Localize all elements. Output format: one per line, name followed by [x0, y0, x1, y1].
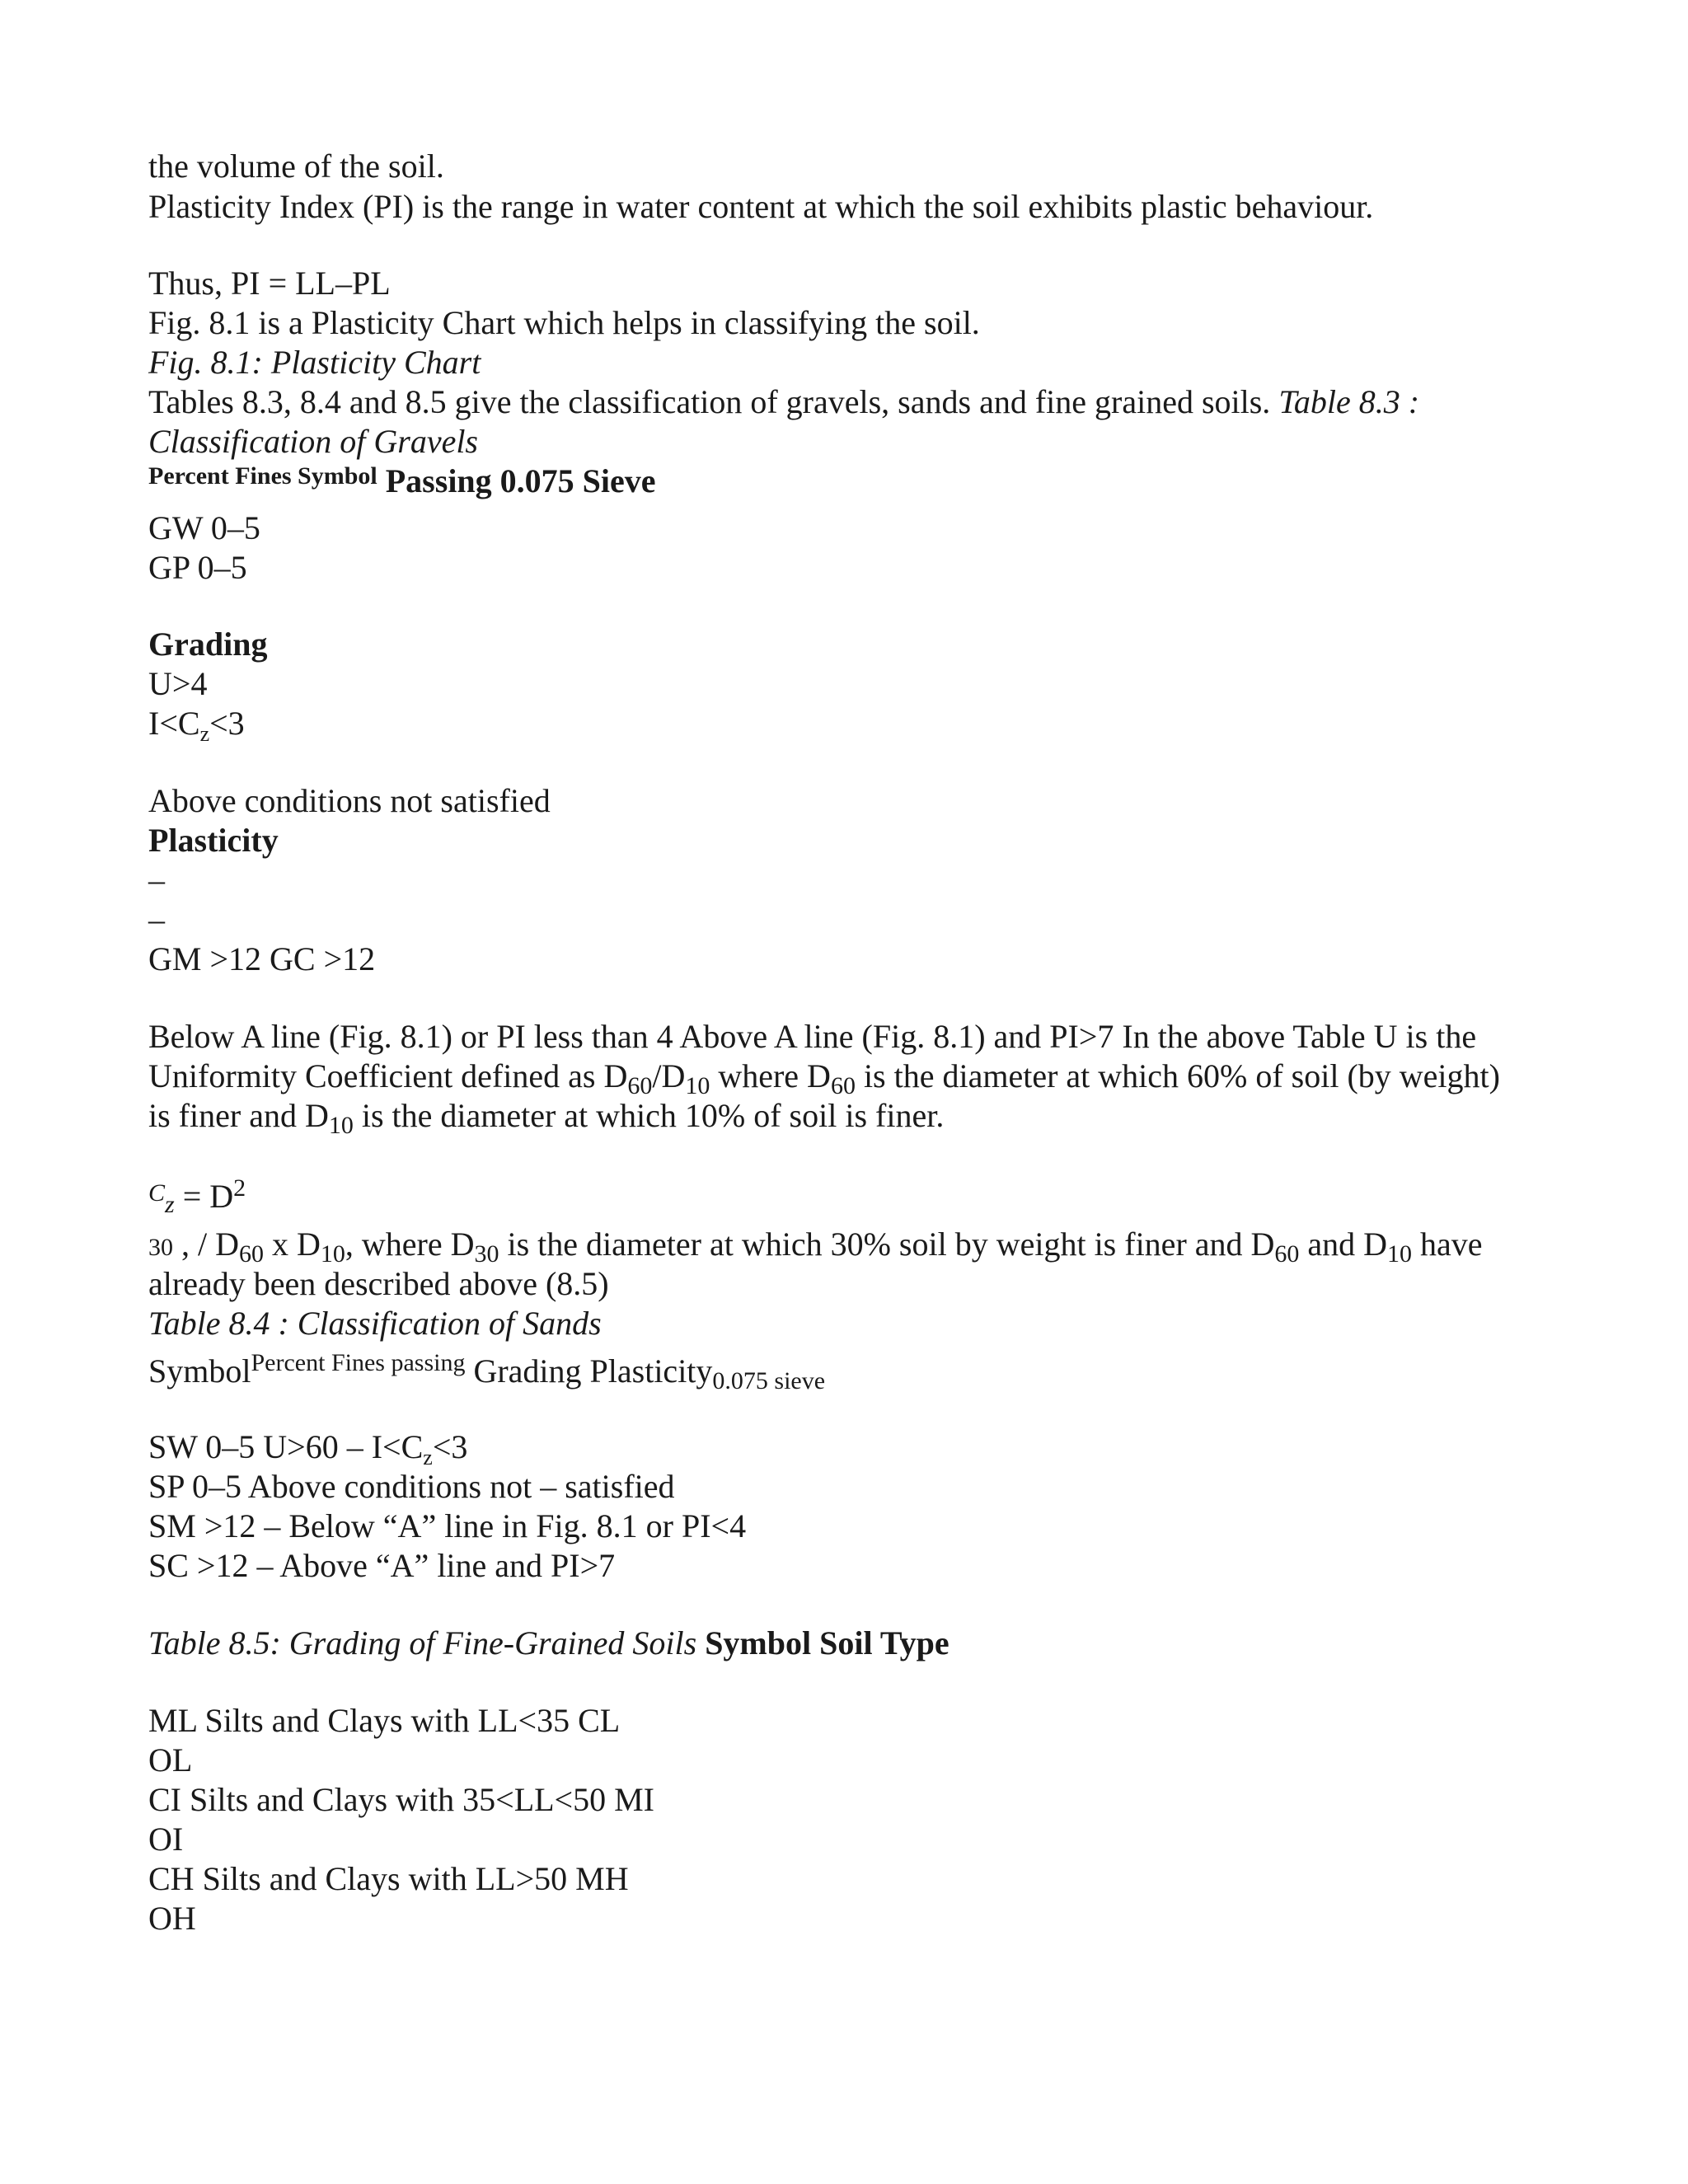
text: Classification of Gravels [148, 423, 478, 460]
text: SC >12 – Above “A” line and PI>7 [148, 1547, 616, 1584]
text: Plasticity [148, 822, 279, 859]
text: GM >12 GC >12 [148, 940, 376, 977]
text: Uniformity Coefficient defined as D [148, 1057, 628, 1094]
text: <3 [432, 1428, 468, 1465]
text: have [1412, 1226, 1483, 1263]
row-gp [148, 548, 247, 588]
subscript: 60 [1274, 1240, 1300, 1268]
subscript: 30 [148, 1234, 173, 1261]
paragraph-line-1 [148, 1017, 1476, 1057]
subscript: 60 [627, 1072, 653, 1099]
row-oh [148, 1899, 196, 1938]
row-sw [148, 1427, 467, 1471]
text: – [148, 901, 165, 938]
formula-pi [148, 264, 391, 303]
text-above-not [148, 781, 551, 821]
text: the volume of the soil. [148, 148, 444, 185]
text: /D [652, 1057, 686, 1094]
text: – [148, 861, 165, 898]
caption-text: Table 8.5: Grading of Fine-Grained Soils [148, 1624, 697, 1661]
text: = D [174, 1178, 234, 1215]
dash-2 [148, 900, 165, 940]
row-gw [148, 509, 260, 548]
subscript: 10 [685, 1072, 710, 1099]
text-line-volume [148, 147, 444, 186]
text: ML Silts and Clays with LL<35 CL [148, 1702, 621, 1739]
row-oi [148, 1820, 183, 1859]
table-caption-8-5 [148, 1624, 950, 1663]
figure-caption [148, 343, 481, 382]
superscript: 2 [233, 1174, 246, 1202]
heading-plasticity [148, 821, 279, 860]
text: where D [710, 1057, 831, 1094]
text: Above conditions not satisfied [148, 782, 551, 819]
row-ml [148, 1701, 620, 1741]
dash-1 [148, 860, 165, 900]
text: already been described above (8.5) [148, 1265, 609, 1302]
table-8-5-header: Symbol Soil Type [696, 1624, 950, 1661]
header-big: Passing 0.075 Sieve [385, 462, 656, 499]
row-ch [148, 1859, 629, 1899]
subscript: 10 [320, 1240, 345, 1268]
paragraph-cz-line-1 [148, 1225, 1483, 1268]
subscript: 10 [1387, 1240, 1413, 1268]
text: x D [264, 1226, 321, 1263]
paragraph-line-3 [148, 1096, 944, 1139]
text: SM >12 – Below “A” line in Fig. 8.1 or PI<4 [148, 1507, 747, 1544]
row-gm-gc [148, 940, 375, 979]
text: , where D [345, 1226, 475, 1263]
text: Plasticity Index (PI) is the range in water content at which the soil exhibits plastic behaviour. [148, 188, 1374, 225]
table-8-3-header [148, 462, 656, 504]
text-line-tables-ref [148, 382, 1419, 422]
text: Grading [148, 626, 268, 663]
row-ci [148, 1780, 654, 1820]
text-line-plasticity-index [148, 187, 1373, 227]
row-ol [148, 1741, 192, 1780]
paragraph-line-2 [148, 1057, 1500, 1099]
text: Thus, PI = LL–PL [148, 265, 391, 302]
text: Fig. 8.1 is a Plasticity Chart which helps in classifying the soil. [148, 304, 980, 341]
text: and D [1299, 1226, 1388, 1263]
text: SP 0–5 Above conditions not – satisfied [148, 1468, 675, 1505]
subscript: 60 [239, 1240, 264, 1268]
text: CH Silts and Clays with LL>50 MH [148, 1860, 629, 1897]
paragraph-cz-line-2 [148, 1264, 609, 1304]
row-sp [148, 1467, 675, 1507]
text: GW 0–5 [148, 509, 260, 546]
text: is finer and D [148, 1097, 329, 1134]
header-percent-fines: Percent Fines passing [251, 1349, 466, 1376]
text: GP 0–5 [148, 549, 247, 586]
text-line-fig-ref [148, 303, 980, 343]
text: CI Silts and Clays with 35<LL<50 MI [148, 1781, 655, 1818]
text-cz-range [148, 704, 245, 748]
table-caption-8-3: Table 8.3 : [1278, 383, 1420, 420]
text: SW 0–5 U>60 – I<C [148, 1428, 424, 1465]
text: Below A line (Fig. 8.1) or PI less than 4 Above A line (Fig. 8.1) and PI>7 In the above Table U is the [148, 1018, 1477, 1055]
table-caption-8-3-cont [148, 422, 478, 462]
text: Fig. 8.1: Plasticity Chart [148, 344, 481, 381]
text-u4 [148, 664, 207, 704]
symbol-c: C [148, 1179, 166, 1207]
text: U>4 [148, 665, 208, 702]
subscript: 30 [474, 1240, 499, 1268]
text: OL [148, 1741, 193, 1779]
heading-grading [148, 625, 267, 664]
text: Table 8.4 : Classification of Sands [148, 1305, 602, 1342]
table-8-4-header [148, 1349, 826, 1394]
text: <3 [209, 705, 245, 742]
text: , / D [173, 1226, 239, 1263]
formula-cz [148, 1174, 246, 1220]
subscript: 60 [830, 1072, 856, 1099]
header-sieve: 0.075 sieve [712, 1367, 826, 1394]
header-small: Percent Fines Symbol [148, 462, 377, 490]
text: is the diameter at which 10% of soil is finer. [353, 1097, 945, 1134]
text: OH [148, 1900, 196, 1937]
table-caption-8-4 [148, 1304, 602, 1343]
text: OI [148, 1821, 184, 1858]
subscript: z [165, 1191, 175, 1218]
text: I<C [148, 705, 200, 742]
text: is the diameter at which 30% soil by weight is finer and D [499, 1226, 1275, 1263]
row-sm [148, 1507, 746, 1546]
header-symbol: Symbol [148, 1352, 251, 1390]
subscript: z [423, 1446, 433, 1469]
subscript: z [199, 722, 210, 746]
text: is the diameter at which 60% of soil (by weight) [855, 1057, 1500, 1094]
row-sc [148, 1546, 615, 1586]
text: Tables 8.3, 8.4 and 8.5 give the classification of gravels, sands and fine grained soils. [148, 383, 1271, 420]
subscript: 10 [328, 1112, 354, 1139]
header-grading-plasticity: Grading Plasticity [465, 1352, 713, 1390]
